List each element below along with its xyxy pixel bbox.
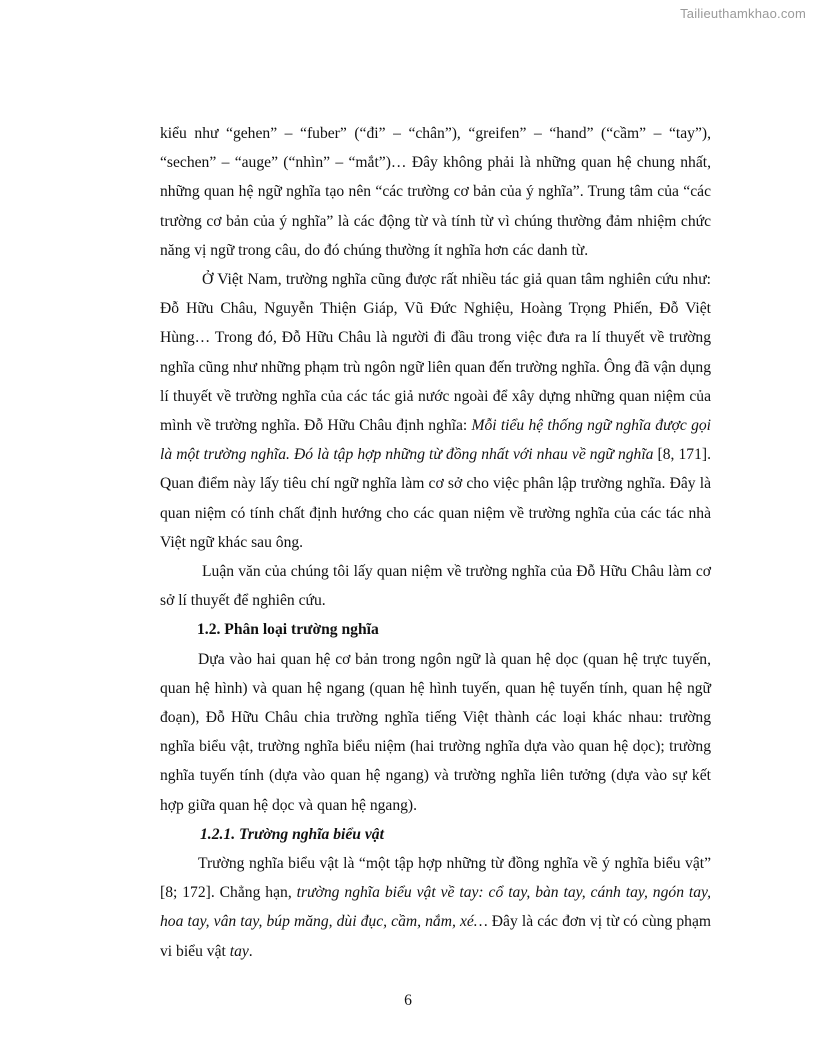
heading-text: 1.2. Phân loại trường nghĩa (197, 621, 379, 639)
text-segment: Trường nghĩa biểu vật là “một tập hợp những từ đồng nghĩa về ý nghĩa biểu vật” [8; 172]. Chẳng hạn, (160, 855, 711, 902)
text-segment: Đây là các đơn vị từ có cùng phạm vi biểu vật (160, 913, 711, 960)
text-segment: Luận văn của chúng tôi lấy quan niệm về trường nghĩa của Đỗ Hữu Châu làm cơ sở lí thuyết để nghiên cứu. (160, 563, 711, 610)
section-heading (160, 615, 711, 644)
paragraph-bieu-vat (160, 849, 711, 966)
text-segment: kiểu như “gehen” – “fuber” (“đi” – “chân”), “greifen” – “hand” (“cầm” – “tay”), “sechen” – “auge” (“nhìn” – “mắt”)… Đây không phải là những quan hệ chung nhất, những quan hệ ngữ nghĩa tạo nên “các trường cơ bản của ý nghĩa”. Trung tâm của “các trường cơ bản của ý nghĩa” là các động từ và tính từ vì chúng thường đảm nhiệm chức năng vị ngữ trong câu, do đó chúng thường ít nghĩa hơn các danh từ. (160, 125, 711, 259)
subsection-heading (160, 820, 711, 849)
heading-text: 1.2.1. Trường nghĩa biểu vật (200, 825, 384, 843)
text-segment: Dựa vào hai quan hệ cơ bản trong ngôn ngữ là quan hệ dọc (quan hệ trực tuyến, quan hệ hình) và quan hệ ngang (quan hệ hình tuyến, quan hệ tuyến tính, quan hệ ngữ đoạn), Đỗ Hữu Châu chia trường nghĩa tiếng Việt thành các loại khác nhau: trường nghĩa biểu vật, trường nghĩa biểu niệm (hai trường nghĩa dựa vào quan hệ dọc); trường nghĩa tuyến tính (dựa vào quan hệ ngang) và trường nghĩa liên tưởng (dựa vào sự kết hợp giữa quan hệ dọc và quan hệ ngang). (160, 650, 711, 814)
paragraph-continuation (160, 119, 711, 265)
text-segment: . (248, 942, 253, 960)
watermark: Tailieuthamkhao.com (680, 6, 806, 21)
paragraph-thesis-basis (160, 557, 711, 615)
term-italic: tay (229, 942, 249, 960)
paragraph-vietnam-research (160, 265, 711, 557)
paragraph-classification (160, 645, 711, 820)
definition-quote: Mỗi tiểu hệ thống ngữ nghĩa được gọi là một trường nghĩa. Đó là tập hợp những từ đồng nhất với nhau về ngữ nghĩa (160, 417, 711, 464)
text-segment: [8, 171]. Quan điểm này lấy tiêu chí ngữ nghĩa làm cơ sở cho việc phân lập trường nghĩa. Đây là quan niệm có tính chất định hướng cho các quan niệm về trường nghĩa của các tác nhà Việt ngữ khác sau ông. (160, 446, 711, 551)
page-number: 6 (404, 992, 412, 1009)
document-body (160, 119, 711, 966)
text-segment: Ở Việt Nam, trường nghĩa cũng được rất nhiều tác giả quan tâm nghiên cứu như: Đỗ Hữu Châu, Nguyễn Thiện Giáp, Vũ Đức Nghiệu, Hoàng Trọng Phiến, Đỗ Việt Hùng… Trong đó, Đỗ Hữu Châu là người đi đầu trong việc đưa ra lí thuyết về trường nghĩa cũng như những phạm trù ngôn ngữ liên quan đến trường nghĩa. Ông đã vận dụng lí thuyết về trường nghĩa của các tác giả nước ngoài để xây dựng những quan niệm của mình về trường nghĩa. Đỗ Hữu Châu định nghĩa: (160, 271, 711, 435)
example-italic: trường nghĩa biểu vật về tay: cổ tay, bàn tay, cánh tay, ngón tay, hoa tay, vân tay, búp măng, dùi đục, cầm, nắm, xé… (160, 884, 712, 931)
